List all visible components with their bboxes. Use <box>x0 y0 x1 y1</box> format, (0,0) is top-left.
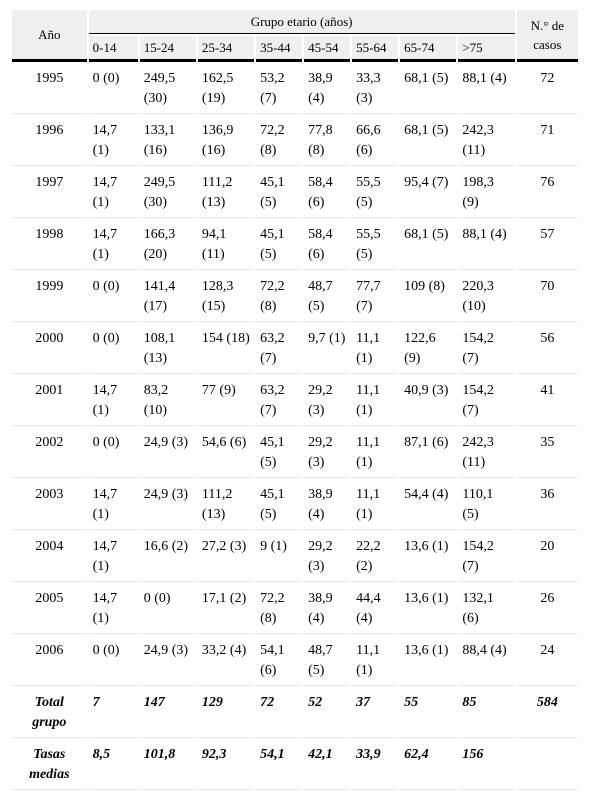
rate-cell: 72,2 (8) <box>256 116 302 166</box>
rate-cell: 33,3 (3) <box>352 64 398 114</box>
rate-cell: 242,3 (11) <box>458 428 514 478</box>
rate-cell: 0 (0) <box>89 64 138 114</box>
totals-row <box>12 688 578 738</box>
rate-cell: 162,5 (19) <box>198 64 254 114</box>
totals-cell: 8,5 <box>89 740 138 790</box>
rate-cell: 53,2 (7) <box>256 64 302 114</box>
year-cell: 1998 <box>12 220 87 270</box>
cases-cell: 26 <box>517 584 578 634</box>
totals-label: Total grupo <box>12 688 87 738</box>
year-cell: 2006 <box>12 636 87 686</box>
rate-cell: 0 (0) <box>89 428 138 478</box>
table-row <box>12 376 578 426</box>
rate-cell: 29,2 (3) <box>304 376 350 426</box>
table-body <box>12 64 578 790</box>
rate-cell: 48,7 (5) <box>304 272 350 322</box>
rate-cell: 14,7 (1) <box>89 220 138 270</box>
cases-cell: 71 <box>517 116 578 166</box>
age-group-header: Grupo etario (años) <box>89 10 515 34</box>
cases-cell: 72 <box>517 64 578 114</box>
rate-cell: 38,9 (4) <box>304 64 350 114</box>
rate-cell: 132,1 (6) <box>458 584 514 634</box>
rate-cell: 33,2 (4) <box>198 636 254 686</box>
rate-cell: 249,5 (30) <box>140 64 196 114</box>
year-cell: 2002 <box>12 428 87 478</box>
rate-cell: 108,1 (13) <box>140 324 196 374</box>
rate-cell: 24,9 (3) <box>140 428 196 478</box>
rate-cell: 45,1 (5) <box>256 428 302 478</box>
age-col-header: 65-74 <box>400 36 456 62</box>
rate-cell: 14,7 (1) <box>89 480 138 530</box>
rate-cell: 0 (0) <box>89 324 138 374</box>
rate-cell: 94,1 (11) <box>198 220 254 270</box>
year-header: Año <box>12 10 87 62</box>
rate-cell: 77,7 (7) <box>352 272 398 322</box>
rate-cell: 111,2 (13) <box>198 168 254 218</box>
cases-header: N.° de casos <box>517 10 578 62</box>
rate-cell: 11,1 (1) <box>352 636 398 686</box>
rate-cell: 48,7 (5) <box>304 636 350 686</box>
rate-cell: 136,9 (16) <box>198 116 254 166</box>
totals-cases-cell <box>517 740 578 790</box>
rate-cell: 14,7 (1) <box>89 584 138 634</box>
rate-cell: 68,1 (5) <box>400 220 456 270</box>
age-col-header: 15-24 <box>140 36 196 62</box>
age-subheader-row <box>12 36 578 62</box>
rate-cell: 68,1 (5) <box>400 116 456 166</box>
year-cell: 1999 <box>12 272 87 322</box>
rate-cell: 87,1 (6) <box>400 428 456 478</box>
rate-cell: 29,2 (3) <box>304 428 350 478</box>
rate-cell: 242,3 (11) <box>458 116 514 166</box>
age-col-header: 35-44 <box>256 36 302 62</box>
rate-cell: 72,2 (8) <box>256 272 302 322</box>
cases-cell: 20 <box>517 532 578 582</box>
rate-cell: 63,2 (7) <box>256 376 302 426</box>
table-row <box>12 584 578 634</box>
totals-cell: 147 <box>140 688 196 738</box>
table-row <box>12 116 578 166</box>
totals-cell: 33,9 <box>352 740 398 790</box>
rate-cell: 83,2 (10) <box>140 376 196 426</box>
table-header <box>12 10 578 62</box>
rate-cell: 141,4 (17) <box>140 272 196 322</box>
rate-cell: 122,6 (9) <box>400 324 456 374</box>
rate-cell: 109 (8) <box>400 272 456 322</box>
rate-cell: 88,4 (4) <box>458 636 514 686</box>
cases-cell: 41 <box>517 376 578 426</box>
rate-cell: 66,6 (6) <box>352 116 398 166</box>
rate-cell: 45,1 (5) <box>256 480 302 530</box>
rate-cell: 16,6 (2) <box>140 532 196 582</box>
age-col-header: 55-64 <box>352 36 398 62</box>
rate-cell: 166,3 (20) <box>140 220 196 270</box>
cases-cell: 36 <box>517 480 578 530</box>
rate-cell: 154,2 (7) <box>458 376 514 426</box>
rate-cell: 24,9 (3) <box>140 636 196 686</box>
rate-cell: 11,1 (1) <box>352 428 398 478</box>
rate-cell: 9 (1) <box>256 532 302 582</box>
totals-row <box>12 740 578 790</box>
rate-cell: 110,1 (5) <box>458 480 514 530</box>
cases-cell: 70 <box>517 272 578 322</box>
totals-cell: 129 <box>198 688 254 738</box>
age-col-header: 25-34 <box>198 36 254 62</box>
rate-cell: 0 (0) <box>89 636 138 686</box>
year-cell: 2000 <box>12 324 87 374</box>
rate-cell: 13,6 (1) <box>400 636 456 686</box>
rate-cell: 54,1 (6) <box>256 636 302 686</box>
rate-cell: 55,5 (5) <box>352 168 398 218</box>
rate-cell: 55,5 (5) <box>352 220 398 270</box>
year-cell: 1996 <box>12 116 87 166</box>
age-col-header: >75 <box>458 36 514 62</box>
rate-cell: 58,4 (6) <box>304 220 350 270</box>
rate-cell: 45,1 (5) <box>256 220 302 270</box>
rate-cell: 11,1 (1) <box>352 376 398 426</box>
rate-cell: 14,7 (1) <box>89 532 138 582</box>
rate-cell: 0 (0) <box>140 584 196 634</box>
totals-label: Tasas medias <box>12 740 87 790</box>
incidence-table <box>10 8 580 792</box>
table-row <box>12 168 578 218</box>
totals-cell: 7 <box>89 688 138 738</box>
cases-cell: 57 <box>517 220 578 270</box>
rate-cell: 68,1 (5) <box>400 64 456 114</box>
rate-cell: 154 (18) <box>198 324 254 374</box>
rate-cell: 13,6 (1) <box>400 532 456 582</box>
table-row <box>12 428 578 478</box>
rate-cell: 111,2 (13) <box>198 480 254 530</box>
rate-cell: 249,5 (30) <box>140 168 196 218</box>
rate-cell: 154,2 (7) <box>458 324 514 374</box>
rate-cell: 88,1 (4) <box>458 220 514 270</box>
table-row <box>12 636 578 686</box>
cases-cell: 24 <box>517 636 578 686</box>
rate-cell: 11,1 (1) <box>352 480 398 530</box>
rate-cell: 17,1 (2) <box>198 584 254 634</box>
rate-cell: 14,7 (1) <box>89 116 138 166</box>
rate-cell: 29,2 (3) <box>304 532 350 582</box>
rate-cell: 9,7 (1) <box>304 324 350 374</box>
totals-cell: 52 <box>304 688 350 738</box>
year-cell: 2001 <box>12 376 87 426</box>
rate-cell: 14,7 (1) <box>89 376 138 426</box>
totals-cell: 101,8 <box>140 740 196 790</box>
rate-cell: 22,2 (2) <box>352 532 398 582</box>
rate-cell: 88,1 (4) <box>458 64 514 114</box>
year-cell: 2004 <box>12 532 87 582</box>
rate-cell: 198,3 (9) <box>458 168 514 218</box>
cases-cell: 35 <box>517 428 578 478</box>
rate-cell: 44,4 (4) <box>352 584 398 634</box>
rate-cell: 14,7 (1) <box>89 168 138 218</box>
totals-cell: 156 <box>458 740 514 790</box>
table-row <box>12 532 578 582</box>
rate-cell: 11,1 (1) <box>352 324 398 374</box>
rate-cell: 40,9 (3) <box>400 376 456 426</box>
rate-cell: 45,1 (5) <box>256 168 302 218</box>
rate-cell: 38,9 (4) <box>304 480 350 530</box>
totals-cases-cell: 584 <box>517 688 578 738</box>
table-row <box>12 220 578 270</box>
year-cell: 2005 <box>12 584 87 634</box>
year-cell: 1995 <box>12 64 87 114</box>
totals-cell: 54,1 <box>256 740 302 790</box>
rate-cell: 95,4 (7) <box>400 168 456 218</box>
rate-cell: 38,9 (4) <box>304 584 350 634</box>
rate-cell: 128,3 (15) <box>198 272 254 322</box>
table-row <box>12 272 578 322</box>
rate-cell: 77,8 (8) <box>304 116 350 166</box>
rate-cell: 220,3 (10) <box>458 272 514 322</box>
rate-cell: 0 (0) <box>89 272 138 322</box>
totals-cell: 37 <box>352 688 398 738</box>
rate-cell: 77 (9) <box>198 376 254 426</box>
totals-cell: 42,1 <box>304 740 350 790</box>
rate-cell: 58,4 (6) <box>304 168 350 218</box>
totals-cell: 92,3 <box>198 740 254 790</box>
rate-cell: 63,2 (7) <box>256 324 302 374</box>
table-row <box>12 480 578 530</box>
rate-cell: 54,6 (6) <box>198 428 254 478</box>
rate-cell: 27,2 (3) <box>198 532 254 582</box>
cases-cell: 56 <box>517 324 578 374</box>
rate-cell: 13,6 (1) <box>400 584 456 634</box>
rate-cell: 24,9 (3) <box>140 480 196 530</box>
age-col-header: 45-54 <box>304 36 350 62</box>
year-cell: 1997 <box>12 168 87 218</box>
cases-cell: 76 <box>517 168 578 218</box>
totals-cell: 85 <box>458 688 514 738</box>
year-cell: 2003 <box>12 480 87 530</box>
totals-cell: 62,4 <box>400 740 456 790</box>
table-row <box>12 324 578 374</box>
age-col-header: 0-14 <box>89 36 138 62</box>
table-row <box>12 64 578 114</box>
rate-cell: 154,2 (7) <box>458 532 514 582</box>
totals-cell: 72 <box>256 688 302 738</box>
rate-cell: 133,1 (16) <box>140 116 196 166</box>
rate-cell: 72,2 (8) <box>256 584 302 634</box>
rate-cell: 54,4 (4) <box>400 480 456 530</box>
totals-cell: 55 <box>400 688 456 738</box>
